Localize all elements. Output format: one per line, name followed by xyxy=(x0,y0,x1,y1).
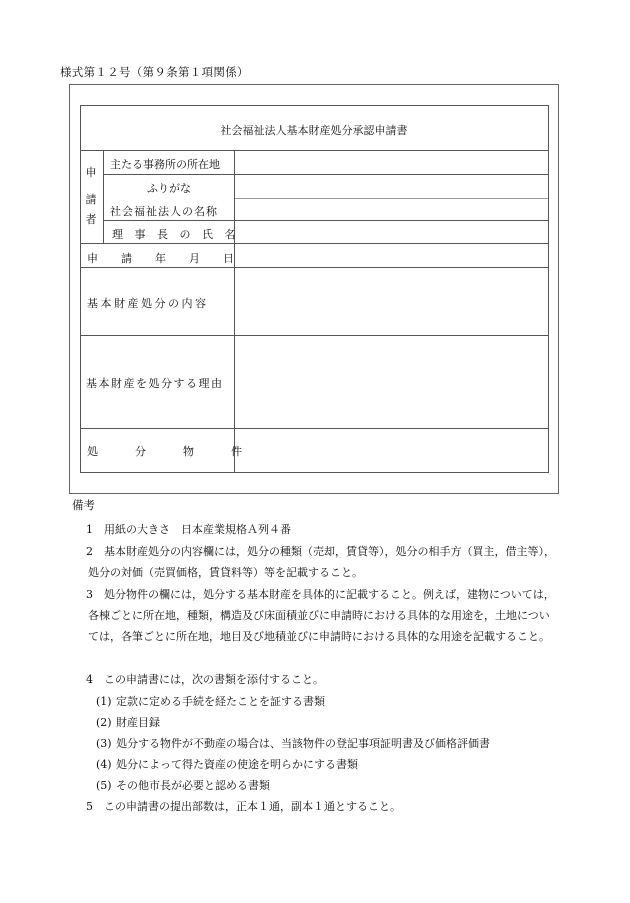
table-bottom-border xyxy=(80,472,548,473)
content-row-bottom xyxy=(80,335,548,336)
table-right-border xyxy=(548,105,549,473)
name-row-bottom xyxy=(103,220,548,221)
sub-item-1-text: 定款に定める手続を経たことを証する書類 xyxy=(116,695,325,708)
form-outer-frame xyxy=(69,84,559,494)
sub-item-5-text: その他市長が必要と認める書類 xyxy=(116,779,270,792)
label-column-divider xyxy=(234,150,235,473)
application-date-label: 申 請 年 月 日 xyxy=(87,252,240,265)
note-2-text: 基本財産処分の内容欄には，処分の種類（売却，賃貸等），処分の相手方（買主，借主等），処分の対価（売買価格，賃貸料等）等を記載すること。 xyxy=(88,545,555,579)
form-number: 様式第１２号（第９条第１項関係） xyxy=(60,65,249,79)
sub-item-3-number: (3) xyxy=(96,737,112,750)
sub-item-2-text: 財産目録 xyxy=(116,716,160,729)
note-1-text: 用紙の大きさ 日本産業規格Ａ列４番 xyxy=(104,523,291,536)
sub-item-4-text: 処分によって得た資産の使途を明らかにする書類 xyxy=(116,758,358,771)
applicant-char-3: 者 xyxy=(85,213,97,226)
note-5-number: 5 xyxy=(86,800,93,813)
sub-item-3-text: 処分する物件が不動産の場合は、当該物件の登記事項証明書及び価格評価書 xyxy=(116,737,490,750)
sub-item-1-number: (1) xyxy=(96,695,112,708)
note-2-number: 2 xyxy=(86,545,93,558)
applicant-char-1: 申 xyxy=(85,166,97,179)
disposal-reason-label: 基本財産を処分する理由 xyxy=(86,377,224,390)
table-top-border xyxy=(80,105,548,106)
disposal-property-label: 処 分 物 件 xyxy=(87,445,247,458)
applicant-group-divider xyxy=(103,150,104,243)
note-5-text: この申請書の提出部数は，正本１通，副本１通とすること。 xyxy=(104,800,401,813)
sub-item-2-number: (2) xyxy=(96,716,112,729)
disposal-content-label: 基本財産処分の内容 xyxy=(87,297,209,310)
notes-heading: 備考 xyxy=(72,498,95,512)
furigana-divider xyxy=(235,198,548,199)
sub-item-4-number: (4) xyxy=(96,758,112,771)
sub-item-5-number: (5) xyxy=(96,779,112,792)
note-3-text: 処分物件の欄には，処分する基本財産を具体的に記載すること。例えば，建物については，各棟ごとに所在地，種類，構造及び床面積並びに申請時における具体的な用途を，土地については，各筆ごとに所在地，地目及び地積並びに申請時における具体的な用途を記載すること。 xyxy=(88,588,555,643)
furigana-label: ふりがな xyxy=(147,182,191,195)
applicant-char-2: 請 xyxy=(85,193,97,206)
corporation-name-label: 社会福祉法人の名称 xyxy=(110,205,218,218)
title-row-bottom xyxy=(80,150,548,151)
address-row-bottom xyxy=(103,174,548,175)
address-label: 主たる事務所の所在地 xyxy=(110,158,220,171)
note-1-number: 1 xyxy=(86,523,93,536)
note-4-text: この申請書には，次の書類を添付すること。 xyxy=(104,673,324,686)
applicant-group-label xyxy=(84,164,98,228)
chairman-name-label: 理 事 長 の 氏 名 xyxy=(112,228,240,241)
note-4-number: 4 xyxy=(86,673,93,686)
form-title: 社会福祉法人基本財産処分承認申請書 xyxy=(220,124,408,137)
note-3-number: 3 xyxy=(86,588,93,601)
chairman-row-bottom xyxy=(80,243,548,244)
date-row-bottom xyxy=(80,267,548,268)
reason-row-bottom xyxy=(80,428,548,429)
table-left-border xyxy=(80,105,81,473)
